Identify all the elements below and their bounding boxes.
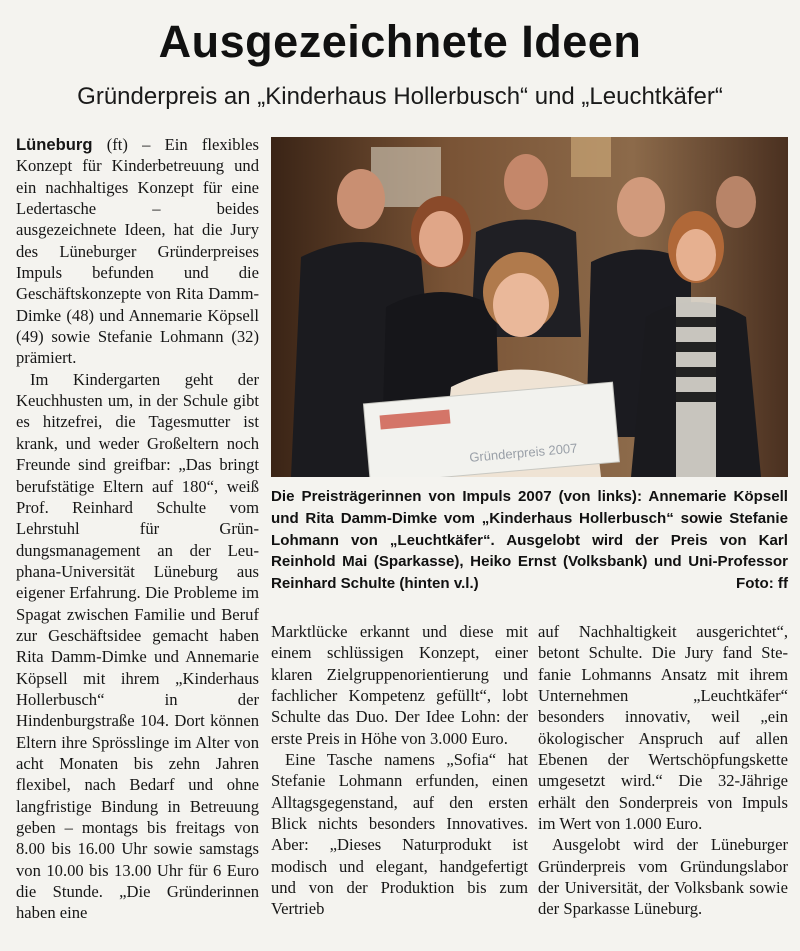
subheadline: Gründerpreis an „Kinderhaus Hollerbusch“ und „Leuchtkäfer“ xyxy=(77,83,723,110)
paragraph: Ausgelobt wird der Lüneburger Gründerpreis vom Gründungslabor der Universität, der Volksbank sowie der Sparkasse Lüneburg. xyxy=(538,835,788,919)
article-column-2 xyxy=(271,621,528,920)
dateline: Lüneburg xyxy=(16,135,93,154)
certificate-text: Gründerpreis 2007 xyxy=(468,440,578,465)
paragraph xyxy=(16,134,259,369)
paragraph: auf Nachhaltigkeit ausgerichtet“, betont Schulte. Die Jury fand Stefanie Lohmanns Ansatz mit ihrem Unternehmen „Leuchtkäfer“ besonders innovativ, weil „ein ökologischer Anspruch auf allen Ebenen der Wertschöpfungskette umgesetzt wird.“ Die 32-Jährige erhält den Sonderpreis von Impuls im Wert von 1.000 Euro. xyxy=(538,622,788,834)
paragraph: Im Kindergarten geht der Keuchhusten um, in der Schule gibt es hitzefrei, die Tagesmutter ist krank, und weder Großeltern noch Freunde sind greifbar: „Das bringt berufstätige Eltern auf 180“, weiß Prof. Reinhard Schulte vom Lehrstuhl für Gründungsmanagement an der Leuphana-Universität Lüneburg aus eigener Erfahrung. Die Probleme im Spagat zwischen Familie und Beruf zur Geschäftsidee gemacht haben Rita Damm-Dimke und Annemarie Köpsell mit ihrem „Kinderhaus Hollerbusch“ in der Hindenburgstraße 104. Dort können Eltern ihre Sprösslinge im Alter von acht Monaten bis zehn Jahren flexibel, nach Bedarf und ohne langfristige Bindung in Betreuung geben – montags bis freitags von 8.00 bis 16.00 Uhr sowie samstags von 10.00 bis 13.00 Uhr für 6 Euro die Stunde. „Die Gründerinnen haben eine xyxy=(16,369,259,923)
headline: Ausgezeichnete Ideen xyxy=(158,16,642,67)
photo-illustration xyxy=(271,137,788,477)
article-column-1 xyxy=(16,134,259,924)
paragraph-text: (ft) – Ein flexibles Konzept für Kinderbetreuung und ein nachhaltiges Konzept für eine Ledertasche – beides ausgezeichnete Ideen, hat die Jury des Lüneburger Gründerpreises Impuls befunden und die Geschäftskonzepte von Rita Damm-Dimke (48) und Annemarie Köpsell (49) sowie Stefanie Lohmann (32) prämiert. xyxy=(16,135,259,368)
paragraph: Marktlücke erkannt und diese mit einem schlüssigen Konzept, einer klaren Zielgruppenorientierung und fachlicher Kompetenz gefüllt“, lobt Schulte das Duo. Der Idee Lohn: der erste Preis in Höhe von 3.000 Euro. xyxy=(271,622,528,748)
paragraph: Eine Tasche namens „Sofia“ hat Stefanie Lohmann erfunden, einen Alltagsgegenstand, auf den ersten Blick nichts besonders Innovatives. Aber: „Dieses Naturprodukt ist modisch und elegant, handgefertigt und von der Produktion bis zum Vertrieb xyxy=(271,750,528,919)
article-column-3 xyxy=(538,621,788,920)
news-photo xyxy=(271,137,788,477)
photo-caption xyxy=(271,486,788,595)
photo-credit: Foto: ff xyxy=(736,575,788,593)
caption-text: Die Preisträgerinnen von Impuls 2007 (von links): Annemarie Köpsell und Rita Damm-Dimke vom „Kinderhaus Hollerbusch“ sowie Stefanie Lohmann von „Leuchtkäfer“. Ausgelobt wird der Preis von Karl Reinhold Mai (Sparkasse), Heiko Ernst (Volksbank) und Uni-Professor Reinhard Schulte (hinten v.l.) xyxy=(271,488,788,593)
